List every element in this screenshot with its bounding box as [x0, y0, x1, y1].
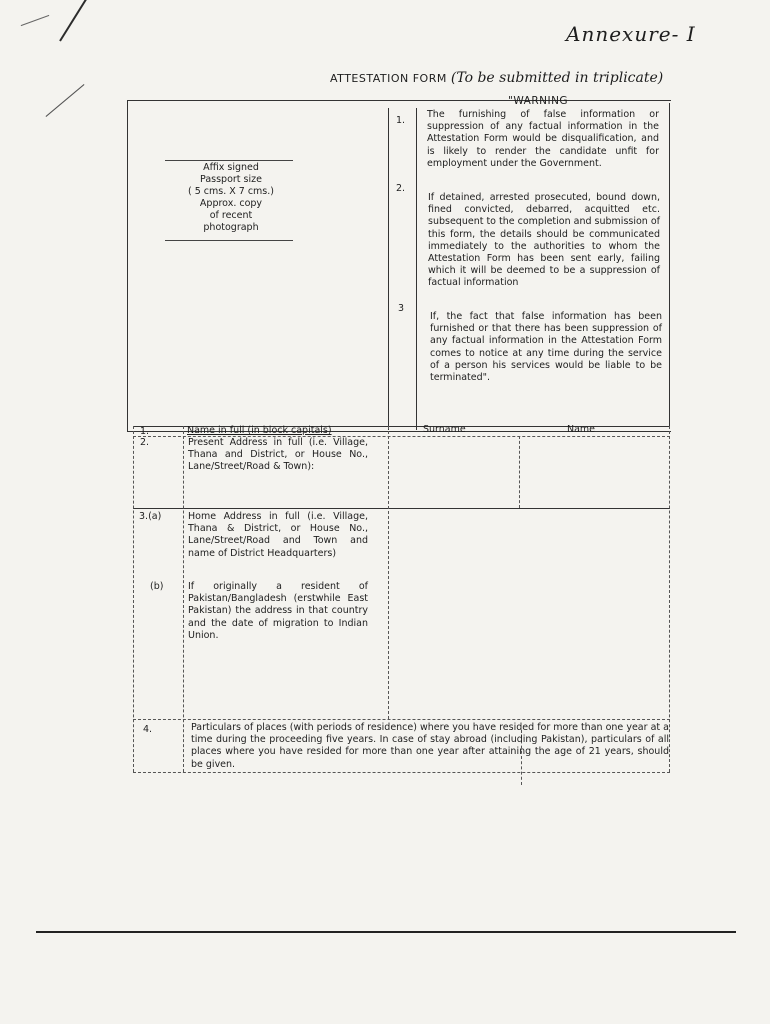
row-number: 2. — [140, 437, 150, 448]
frame-right-border — [669, 426, 670, 772]
pakistan-address-label: If originally a resident of Pakistan/Bangladesh (erstwhile East Pakistan) the address in that country and the date of migration to Indian Union. — [188, 581, 368, 641]
row-divider — [133, 508, 670, 509]
warning-number: 2. — [396, 183, 406, 194]
home-address-label: Home Address in full (i.e. Village, Thana & District, or House No., Lane/Street/Road and Town and name of District Headquarters) — [188, 511, 368, 559]
photo-line: Approx. copy — [199, 198, 263, 209]
row-divider — [133, 772, 670, 773]
photo-line: Passport size — [200, 174, 262, 185]
warning-number: 3 — [398, 303, 405, 314]
warning-title: "WARNING — [508, 95, 569, 107]
row-number: (b) — [150, 581, 164, 592]
scan-mark — [59, 0, 108, 42]
name-field[interactable] — [525, 440, 665, 504]
photo-line: of recent — [209, 210, 253, 221]
surname-field[interactable] — [395, 440, 515, 504]
row-number: 3.(a) — [139, 511, 162, 522]
present-address-label: Present Address in full (i.e. Village, Thana and District, or House No., Lane/Street/Road & Town): — [188, 437, 368, 473]
row-divider — [133, 719, 670, 720]
row-number: 4. — [143, 724, 153, 735]
name-label: Name in full (in block capitals) — [187, 425, 332, 436]
column-divider — [388, 426, 389, 719]
scan-mark — [46, 84, 85, 117]
name-header: Name — [567, 424, 596, 435]
photo-line: photograph — [203, 222, 259, 233]
warning-item: If detained, arrested prosecuted, bound down, fined convicted, debarred, acquitted etc. subsequent to the completion and submission of this form, the details should be communicated immediately to the authorities to whom the Attestation Form has been sent early, failing which it will be deemed to be a suppression of factual information — [428, 192, 660, 289]
photo-rule — [165, 240, 293, 241]
scan-mark — [21, 15, 50, 26]
residence-particulars-label: Particulars of places (with periods of residence) where you have resided for more than one year at a time during the proceeding five years. In case of stay abroad (including Pakistan), particulars of all places where you have resided for more than one year after attaining the age of 21 years, should be given. — [191, 722, 669, 770]
photo-line: ( 5 cms. X 7 cms.) — [187, 186, 274, 197]
warning-number: 1. — [396, 115, 406, 126]
photo-placeholder[interactable] — [170, 162, 292, 234]
annexure-label: Annexure- I — [566, 22, 696, 46]
warning-item: If, the fact that false information has been furnished or that there has been suppression of any factual information in the Attestation Form comes to notice at any time during the service of a person his services would be liable to be terminated". — [430, 311, 662, 384]
column-divider — [133, 426, 134, 772]
column-divider — [183, 426, 184, 772]
row-number: 1. — [140, 426, 150, 437]
photo-line: Affix signed — [203, 162, 259, 173]
column-divider — [416, 108, 417, 430]
frame-right-border — [669, 103, 670, 429]
handwritten-note: (To be submitted in triplicate) — [450, 70, 664, 86]
column-divider — [519, 436, 520, 508]
column-divider — [388, 108, 389, 430]
home-address-field[interactable] — [395, 512, 665, 712]
page-bottom-rule — [36, 931, 736, 933]
form-title: ATTESTATION FORM — [330, 72, 447, 85]
form-title-line — [330, 70, 663, 86]
photo-rule — [165, 160, 293, 161]
surname-header: Surname — [423, 424, 466, 435]
warning-item: The furnishing of false information or suppression of any factual information in the Attestation Form would be disqualification, and is likely to render the candidate unfit for employment under the Government. — [427, 109, 659, 169]
